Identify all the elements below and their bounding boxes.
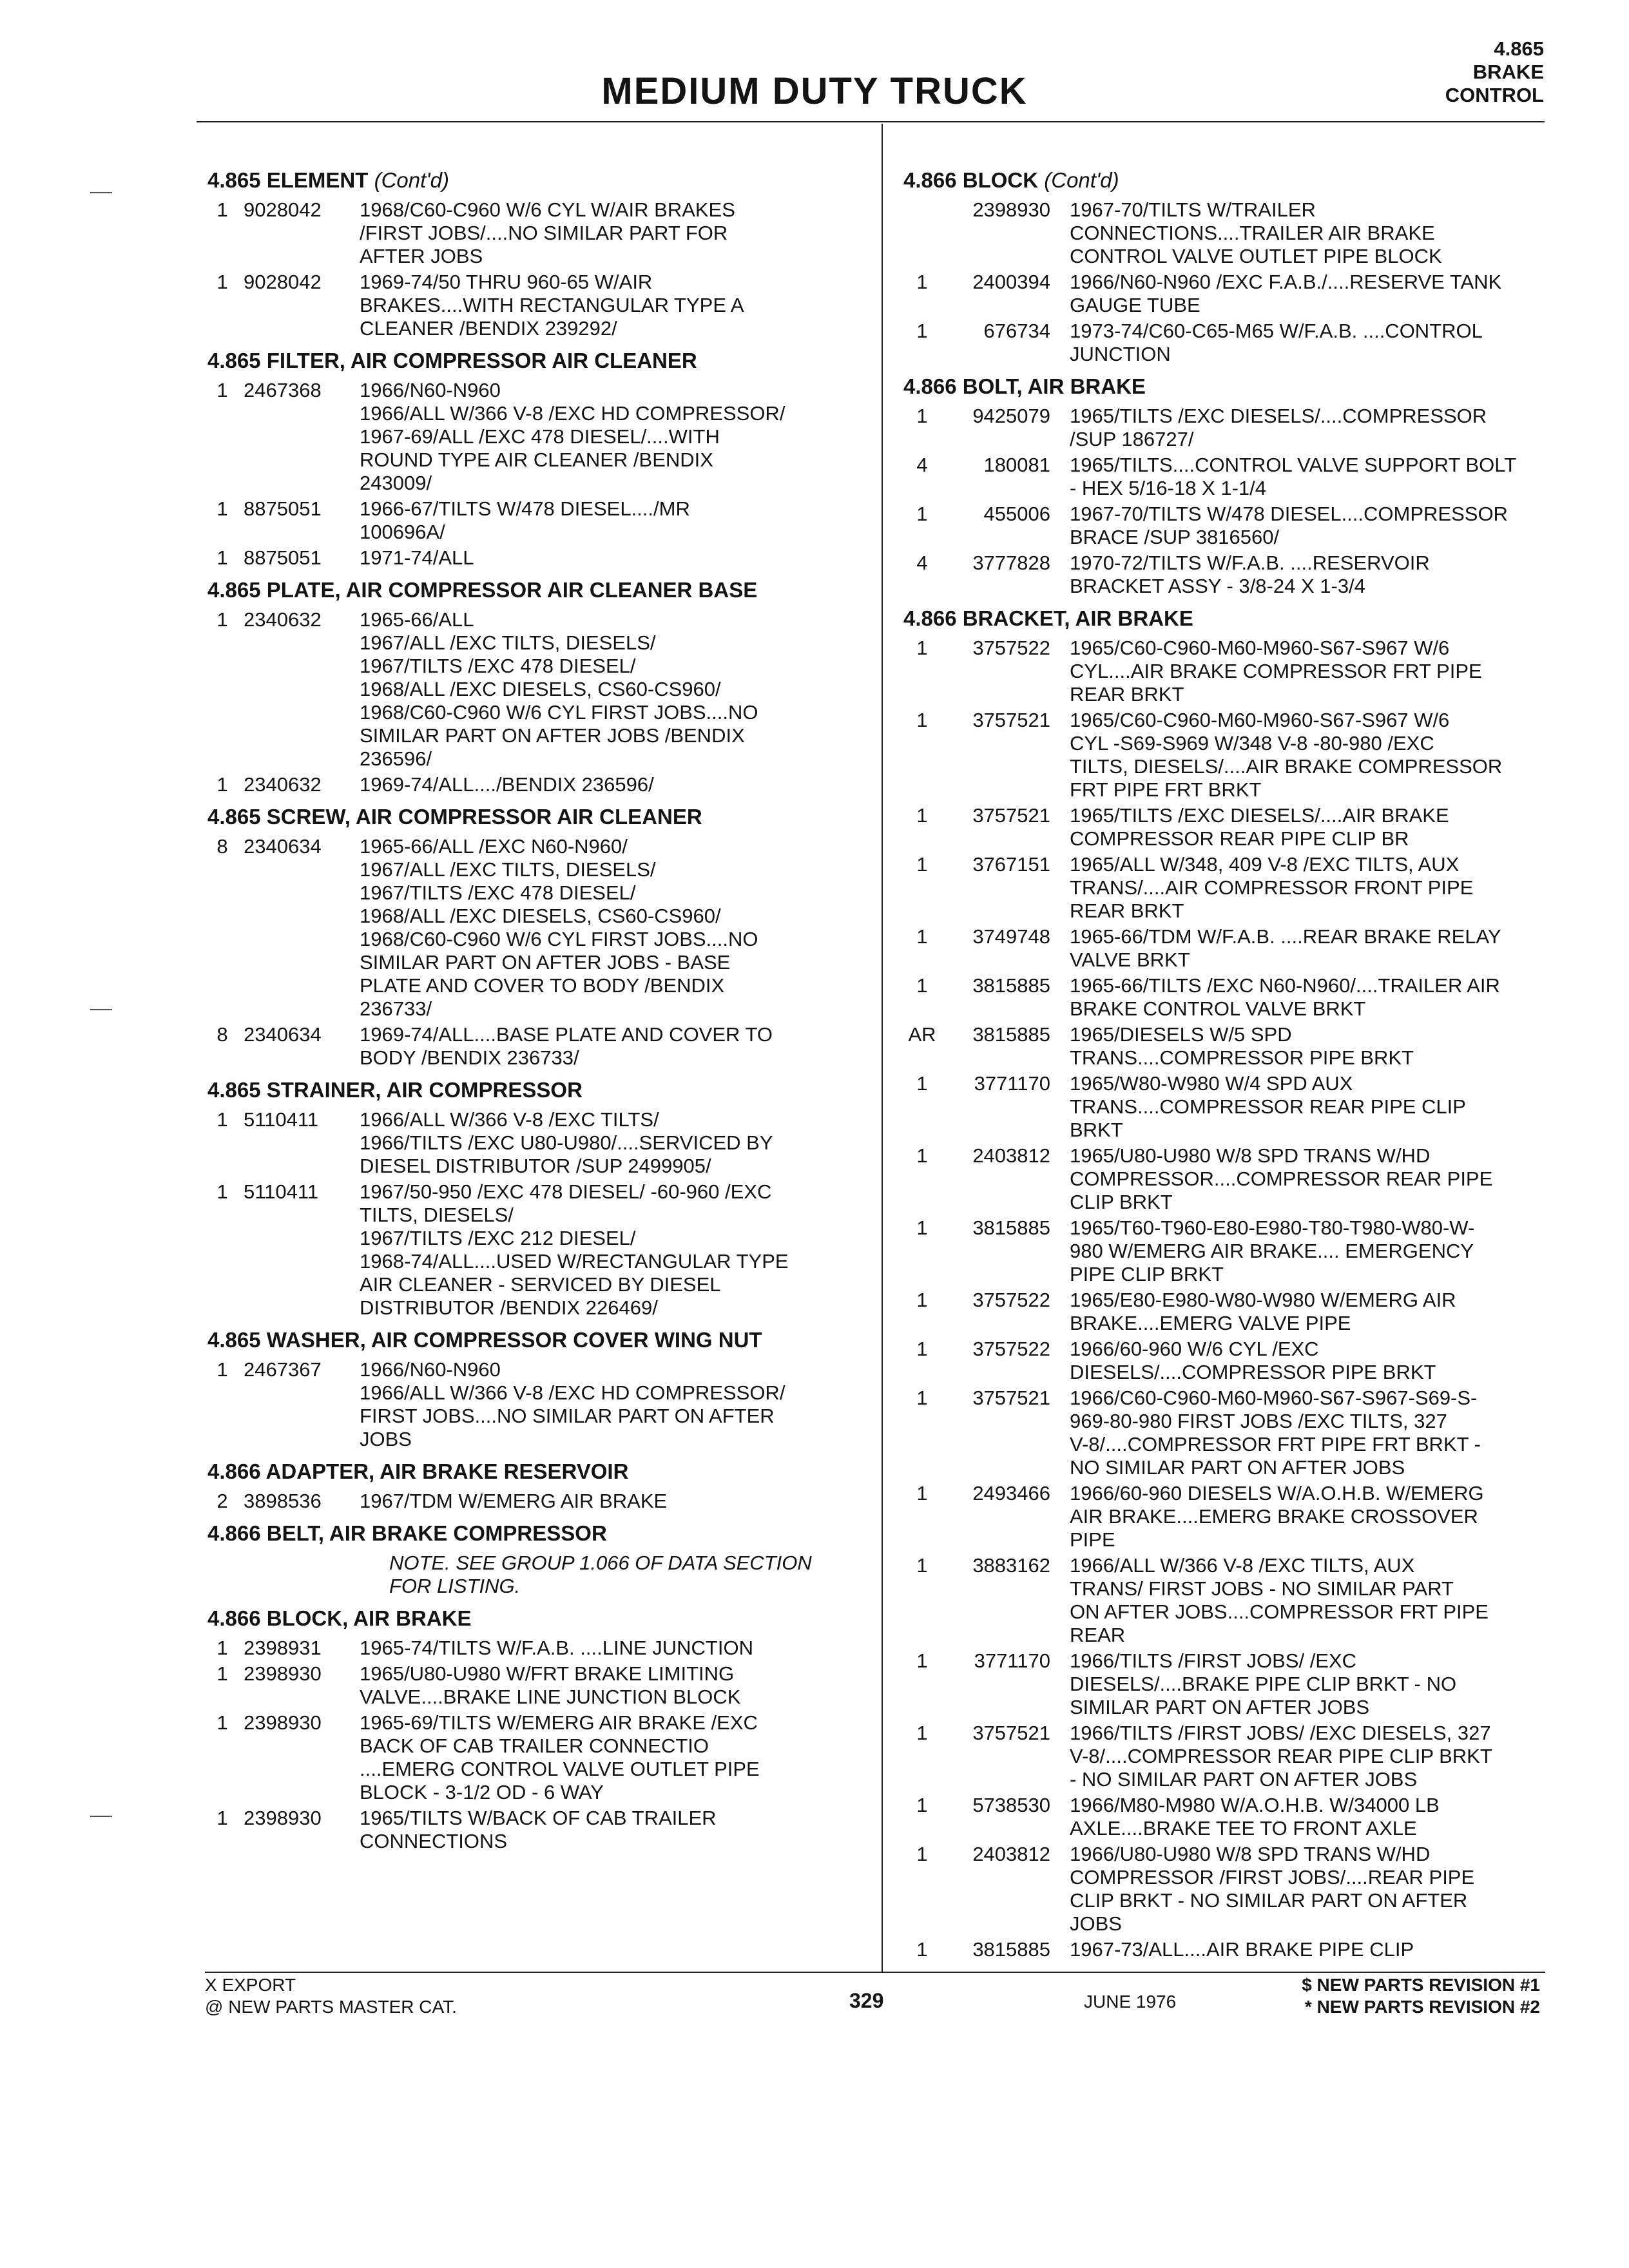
- part-number: 2398930: [244, 1711, 322, 1734]
- part-number: 2403812: [972, 1843, 1050, 1865]
- part-number: 3749748: [972, 925, 1050, 948]
- part-number: 3767151: [972, 853, 1050, 876]
- part-quantity: 4: [916, 454, 928, 476]
- column-divider: [882, 124, 883, 1972]
- part-number: 9028042: [244, 198, 322, 221]
- section-heading-text: 4.866 BLOCK: [903, 168, 1045, 192]
- part-quantity: 1: [217, 608, 228, 631]
- part-entry: [207, 497, 878, 544]
- part-quantity: 1: [217, 1662, 228, 1685]
- section-heading-text: 4.865 PLATE, AIR COMPRESSOR AIR CLEANER BASE: [207, 578, 758, 602]
- part-description: 1965-74/TILTS W/F.A.B. ....LINE JUNCTION: [360, 1637, 753, 1659]
- part-description: 1966-67/TILTS W/478 DIESEL..../MR 100696A/: [360, 497, 690, 543]
- part-description: 1965-66/ALL 1967/ALL /EXC TILTS, DIESELS/ 1967/TILTS /EXC 478 DIESEL/ 1968/ALL /EXC DIESELS, CS60-CS960/ 1968/C60-C960 W/6 CYL FIRST JOBS....NO SIMILAR PART ON AFTER JOBS /BENDIX 236596/: [360, 608, 758, 770]
- part-entry: [207, 1637, 878, 1660]
- section-heading: [207, 1607, 878, 1630]
- part-description: 1969-74/50 THRU 960-65 W/AIR BRAKES....WITH RECTANGULAR TYPE A CLEANER /BENDIX 239292/: [360, 271, 744, 340]
- part-entry: [207, 1711, 878, 1804]
- section-heading: [903, 607, 1561, 630]
- part-number: 2398930: [972, 198, 1050, 221]
- part-number: 2398930: [244, 1662, 322, 1685]
- part-quantity: 1: [916, 405, 928, 427]
- part-entry: [903, 1289, 1561, 1335]
- part-number: 3777828: [972, 552, 1050, 574]
- part-quantity: 1: [916, 1338, 928, 1360]
- part-quantity: 1: [217, 1180, 228, 1203]
- part-entry: [207, 379, 878, 495]
- section-heading-text: 4.865 SCREW, AIR COMPRESSOR AIR CLEANER: [207, 805, 702, 829]
- part-description: 1968/C60-C960 W/6 CYL W/AIR BRAKES /FIRST JOBS/....NO SIMILAR PART FOR AFTER JOBS: [360, 198, 735, 267]
- part-quantity: 1: [217, 1637, 228, 1659]
- part-quantity: 1: [916, 1554, 928, 1577]
- part-entry: [903, 709, 1561, 802]
- section-heading-text: 4.866 BOLT, AIR BRAKE: [903, 374, 1146, 398]
- part-description: 1965/U80-U980 W/8 SPD TRANS W/HD COMPRESSOR....COMPRESSOR REAR PIPE CLIP BRKT: [1070, 1144, 1493, 1213]
- section-heading: [207, 349, 878, 372]
- part-number: 5738530: [972, 1794, 1050, 1816]
- part-entry: [903, 1338, 1561, 1384]
- part-quantity: 1: [916, 1216, 928, 1239]
- part-quantity: 1: [916, 1072, 928, 1095]
- part-description: 1973-74/C60-C65-M65 W/F.A.B. ....CONTROL JUNCTION: [1070, 320, 1483, 365]
- part-description: 1965/TILTS /EXC DIESELS/....COMPRESSOR /SUP 186727/: [1070, 405, 1487, 450]
- part-description: 1966/M80-M980 W/A.O.H.B. W/34000 LB AXLE....BRAKE TEE TO FRONT AXLE: [1070, 1794, 1440, 1840]
- part-description: 1967-70/TILTS W/478 DIESEL....COMPRESSOR BRACE /SUP 3816560/: [1070, 503, 1508, 548]
- section-number: 4.865: [1494, 37, 1544, 60]
- part-entry: [903, 503, 1561, 549]
- part-entry: [903, 853, 1561, 923]
- margin-mark: [90, 1009, 112, 1010]
- section-heading-text: 4.865 STRAINER, AIR COMPRESSOR: [207, 1078, 583, 1102]
- margin-mark: [90, 1816, 112, 1817]
- section-heading-text: 4.866 BRACKET, AIR BRAKE: [903, 606, 1193, 630]
- section-heading-text: 4.865 ELEMENT: [207, 168, 374, 192]
- part-quantity: 1: [217, 1358, 228, 1381]
- part-description: 1965/DIESELS W/5 SPD TRANS....COMPRESSOR PIPE BRKT: [1070, 1023, 1414, 1069]
- part-number: 3898536: [244, 1490, 322, 1512]
- part-quantity: 1: [916, 804, 928, 827]
- part-entry: [903, 1554, 1561, 1647]
- part-entry: [207, 1358, 878, 1451]
- part-quantity: 1: [916, 1843, 928, 1865]
- part-entry: [207, 1180, 878, 1320]
- part-quantity: 1: [916, 1649, 928, 1672]
- part-number: 3757521: [972, 804, 1050, 827]
- part-quantity: 1: [916, 320, 928, 342]
- section-heading-text: 4.866 ADAPTER, AIR BRAKE RESERVOIR: [207, 1459, 629, 1483]
- section-heading: [207, 579, 878, 602]
- part-description: 1966/60-960 DIESELS W/A.O.H.B. W/EMERG AIR BRAKE....EMERG BRAKE CROSSOVER PIPE: [1070, 1482, 1484, 1551]
- part-description: 1967/50-950 /EXC 478 DIESEL/ -60-960 /EXC TILTS, DIESELS/ 1967/TILTS /EXC 212 DIESEL/ 1968-74/ALL....USED W/RECTANGULAR TYPE AIR CLEANER - SERVICED BY DIESEL DISTRIBUTOR /BENDIX 226469/: [360, 1180, 789, 1319]
- part-entry: [903, 1387, 1561, 1479]
- part-number: 3757522: [972, 1289, 1050, 1311]
- part-description: 1965/T60-T960-E80-E980-T80-T980-W80-W- 980 W/EMERG AIR BRAKE.... EMERGENCY PIPE CLIP BRKT: [1070, 1216, 1475, 1285]
- part-number: 2400394: [972, 271, 1050, 293]
- part-quantity: 8: [217, 835, 228, 858]
- section-heading: [207, 1460, 878, 1483]
- part-description: 1966/TILTS /FIRST JOBS/ /EXC DIESELS/....BRAKE PIPE CLIP BRKT - NO SIMILAR PART ON AFTER JOBS: [1070, 1649, 1457, 1718]
- part-number: 2467368: [244, 379, 322, 401]
- part-quantity: 1: [916, 1938, 928, 1961]
- part-description: 1966/TILTS /FIRST JOBS/ /EXC DIESELS, 327 V-8/....COMPRESSOR REAR PIPE CLIP BRKT - NO SIMILAR PART ON AFTER JOBS: [1070, 1722, 1492, 1791]
- part-quantity: 1: [916, 925, 928, 948]
- part-number: 3815885: [972, 1938, 1050, 1961]
- part-description: 1966/ALL W/366 V-8 /EXC TILTS, AUX TRANS/ FIRST JOBS - NO SIMILAR PART ON AFTER JOBS....COMPRESSOR FRT PIPE REAR: [1070, 1554, 1489, 1646]
- part-entry: [207, 271, 878, 340]
- part-number: 3815885: [972, 1023, 1050, 1046]
- page-title: MEDIUM DUTY TRUCK: [601, 70, 1028, 112]
- section-heading: [207, 1079, 878, 1102]
- footer-export: X EXPORT: [205, 1975, 296, 1995]
- continued-label: (Cont'd): [1044, 168, 1119, 192]
- part-entry: [207, 198, 878, 268]
- part-entry: [903, 637, 1561, 706]
- section-line-control: CONTROL: [1445, 84, 1544, 106]
- part-entry: [903, 271, 1561, 317]
- part-quantity: 1: [217, 497, 228, 520]
- part-entry: [903, 552, 1561, 598]
- footer-revision-2: * NEW PARTS REVISION #2: [1304, 1997, 1540, 2017]
- part-description: 1966/N60-N960 1966/ALL W/366 V-8 /EXC HD COMPRESSOR/ 1967-69/ALL /EXC 478 DIESEL/....WITH ROUND TYPE AIR CLEANER /BENDIX 243009/: [360, 379, 786, 494]
- part-quantity: 1: [217, 271, 228, 293]
- part-description: 1967-73/ALL....AIR BRAKE PIPE CLIP: [1070, 1938, 1414, 1961]
- part-description: 1967-70/TILTS W/TRAILER CONNECTIONS....TRAILER AIR BRAKE CONTROL VALVE OUTLET PIPE BLOCK: [1070, 198, 1442, 267]
- part-description: 1965-66/TDM W/F.A.B. ....REAR BRAKE RELAY VALVE BRKT: [1070, 925, 1501, 971]
- part-entry: [207, 1108, 878, 1178]
- part-number: 2340632: [244, 773, 322, 796]
- part-quantity: 1: [916, 853, 928, 876]
- part-entry: [903, 1072, 1561, 1142]
- part-number: 3883162: [972, 1554, 1050, 1577]
- part-entry: [207, 608, 878, 771]
- part-entry: [903, 1938, 1561, 1961]
- part-number: 5110411: [244, 1108, 319, 1131]
- part-quantity: 1: [217, 1108, 228, 1131]
- footer-legend-right: [1302, 1974, 1540, 2018]
- section-heading: [903, 375, 1561, 398]
- part-number: 3771170: [974, 1649, 1050, 1672]
- part-quantity: 1: [217, 198, 228, 221]
- part-entry: [207, 1023, 878, 1070]
- part-number: 9028042: [244, 271, 322, 293]
- part-entry: [903, 1144, 1561, 1214]
- part-number: 3757521: [972, 709, 1050, 731]
- part-number: 3815885: [972, 1216, 1050, 1239]
- part-entry: [903, 925, 1561, 972]
- section-heading: [207, 805, 878, 829]
- footer-revision-1: $ NEW PARTS REVISION #1: [1302, 1975, 1540, 1995]
- part-description: 1966/C60-C960-M60-M960-S67-S967-S69-S- 969-80-980 FIRST JOBS /EXC TILTS, 327 V-8/....COMPRESSOR FRT PIPE FRT BRKT - NO SIMILAR PART ON AFTER JOBS: [1070, 1387, 1481, 1479]
- part-number: 676734: [983, 320, 1050, 342]
- part-number: 5110411: [244, 1180, 319, 1203]
- part-description: 1966/ALL W/366 V-8 /EXC TILTS/ 1966/TILTS /EXC U80-U980/....SERVICED BY DIESEL DISTRIBUTOR /SUP 2499905/: [360, 1108, 773, 1177]
- part-quantity: 1: [217, 773, 228, 796]
- part-entry: [903, 1023, 1561, 1070]
- part-entry: [207, 835, 878, 1021]
- part-quantity: 1: [916, 637, 928, 659]
- section-line-brake: BRAKE: [1472, 61, 1544, 83]
- part-entry: [903, 405, 1561, 451]
- header-rule: [197, 121, 1545, 122]
- margin-mark: [90, 192, 112, 193]
- footer-date: JUNE 1976: [1084, 1992, 1177, 2012]
- part-number: 8875051: [244, 546, 322, 569]
- part-quantity: 1: [916, 271, 928, 293]
- part-description: 1969-74/ALL....BASE PLATE AND COVER TO BODY /BENDIX 236733/: [360, 1023, 773, 1069]
- part-description: 1965/W80-W980 W/4 SPD AUX TRANS....COMPRESSOR REAR PIPE CLIP BRKT: [1070, 1072, 1466, 1141]
- page-number: 329: [849, 1989, 884, 2012]
- part-description: 1966/U80-U980 W/8 SPD TRANS W/HD COMPRESSOR /FIRST JOBS/....REAR PIPE CLIP BRKT - NO SIMILAR PART ON AFTER JOBS: [1070, 1843, 1475, 1935]
- part-quantity: 1: [916, 1482, 928, 1504]
- part-quantity: 1: [217, 379, 228, 401]
- part-number: 180081: [983, 454, 1050, 476]
- section-heading-text: 4.865 FILTER, AIR COMPRESSOR AIR CLEANER: [207, 349, 697, 372]
- part-description: 1965/C60-C960-M60-M960-S67-S967 W/6 CYL....AIR BRAKE COMPRESSOR FRT PIPE REAR BRKT: [1070, 637, 1482, 706]
- part-number: 3757522: [972, 637, 1050, 659]
- part-entry: [207, 773, 878, 796]
- part-number: 2403812: [972, 1144, 1050, 1167]
- part-entry: [903, 1482, 1561, 1552]
- continued-label: (Cont'd): [374, 168, 449, 192]
- part-description: 1965-69/TILTS W/EMERG AIR BRAKE /EXC BACK OF CAB TRAILER CONNECTIO ....EMERG CONTROL VALVE OUTLET PIPE BLOCK - 3-1/2 OD - 6 WAY: [360, 1711, 760, 1803]
- part-quantity: 1: [217, 1711, 228, 1734]
- part-quantity: 1: [916, 974, 928, 997]
- part-description: 1965/U80-U980 W/FRT BRAKE LIMITING VALVE....BRAKE LINE JUNCTION BLOCK: [360, 1662, 741, 1708]
- part-quantity: 8: [217, 1023, 228, 1046]
- part-description: 1965/TILTS /EXC DIESELS/....AIR BRAKE COMPRESSOR REAR PIPE CLIP BR: [1070, 804, 1449, 850]
- part-quantity: 1: [916, 1144, 928, 1167]
- part-entry: [903, 1649, 1561, 1719]
- part-number: 3757521: [972, 1722, 1050, 1744]
- part-quantity: 1: [916, 1722, 928, 1744]
- right-column: [903, 160, 1561, 1964]
- part-description: 1966/60-960 W/6 CYL /EXC DIESELS/....COMPRESSOR PIPE BRKT: [1070, 1338, 1436, 1383]
- part-entry: [903, 1722, 1561, 1791]
- part-entry: [903, 974, 1561, 1021]
- part-number: 3757522: [972, 1338, 1050, 1360]
- part-number: 2398931: [244, 1637, 322, 1659]
- part-number: 2340632: [244, 608, 322, 631]
- part-description: 1965/E80-E980-W80-W980 W/EMERG AIR BRAKE....EMERG VALVE PIPE: [1070, 1289, 1456, 1334]
- part-number: 2340634: [244, 1023, 322, 1046]
- part-description: 1971-74/ALL: [360, 546, 474, 569]
- part-number: 2493466: [972, 1482, 1050, 1504]
- footer-legend-left: [205, 1974, 457, 2018]
- part-description: 1966/N60-N960 /EXC F.A.B./....RESERVE TANK GAUGE TUBE: [1070, 271, 1502, 316]
- footer-rule: [205, 1972, 1545, 1973]
- part-entry: [207, 1490, 878, 1513]
- part-number: 2340634: [244, 835, 322, 858]
- part-description: 1967/TDM W/EMERG AIR BRAKE: [360, 1490, 668, 1512]
- part-quantity: 1: [916, 1794, 928, 1816]
- part-quantity: 1: [916, 1289, 928, 1311]
- part-number: 3771170: [974, 1072, 1050, 1095]
- part-entry: [903, 1843, 1561, 1936]
- part-quantity: 1: [916, 709, 928, 731]
- part-number: 2467367: [244, 1358, 322, 1381]
- part-description: 1966/N60-N960 1966/ALL W/366 V-8 /EXC HD COMPRESSOR/ FIRST JOBS....NO SIMILAR PART ON AFTER JOBS: [360, 1358, 786, 1450]
- part-quantity: 1: [217, 1807, 228, 1829]
- footer-master: @ NEW PARTS MASTER CAT.: [205, 1997, 457, 2017]
- section-heading-text: 4.866 BELT, AIR BRAKE COMPRESSOR: [207, 1521, 607, 1545]
- part-number: 2398930: [244, 1807, 322, 1829]
- part-entry: [903, 320, 1561, 366]
- part-entry: [903, 454, 1561, 500]
- part-description: 1965/ALL W/348, 409 V-8 /EXC TILTS, AUX TRANS/....AIR COMPRESSOR FRONT PIPE REAR BRKT: [1070, 853, 1474, 922]
- part-entry: [207, 546, 878, 570]
- part-number: 455006: [983, 503, 1050, 525]
- part-entry: [903, 1216, 1561, 1286]
- section-heading-text: 4.865 WASHER, AIR COMPRESSOR COVER WING NUT: [207, 1328, 762, 1352]
- section-heading: [207, 169, 878, 192]
- section-heading-text: 4.866 BLOCK, AIR BRAKE: [207, 1606, 472, 1630]
- part-description: 1965/TILTS W/BACK OF CAB TRAILER CONNECTIONS: [360, 1807, 717, 1852]
- section-heading: [207, 1522, 878, 1545]
- part-number: 3815885: [972, 974, 1050, 997]
- part-entry: [903, 804, 1561, 850]
- part-quantity: 2: [217, 1490, 228, 1512]
- section-heading: [207, 1329, 878, 1352]
- part-entry: [903, 198, 1561, 268]
- section-note: NOTE. SEE GROUP 1.066 OF DATA SECTION FOR LISTING.: [389, 1552, 812, 1597]
- part-description: 1965-66/ALL /EXC N60-N960/ 1967/ALL /EXC TILTS, DIESELS/ 1967/TILTS /EXC 478 DIESEL/ 1968/ALL /EXC DIESELS, CS60-CS960/ 1968/C60-C960 W/6 CYL FIRST JOBS....NO SIMILAR PART ON AFTER JOBS - BASE PLATE AND COVER TO BODY /BENDIX 236733/: [360, 835, 758, 1020]
- part-quantity: 1: [916, 503, 928, 525]
- section-label: [1445, 37, 1544, 107]
- part-quantity: 4: [916, 552, 928, 574]
- part-description: 1965/C60-C960-M60-M960-S67-S967 W/6 CYL -S69-S969 W/348 V-8 -80-980 /EXC TILTS, DIESELS/....AIR BRAKE COMPRESSOR FRT PIPE FRT BRKT: [1070, 709, 1503, 801]
- part-number: 8875051: [244, 497, 322, 520]
- part-description: 1965/TILTS....CONTROL VALVE SUPPORT BOLT - HEX 5/16-18 X 1-1/4: [1070, 454, 1517, 499]
- part-description: 1970-72/TILTS W/F.A.B. ....RESERVOIR BRACKET ASSY - 3/8-24 X 1-3/4: [1070, 552, 1430, 597]
- part-quantity: AR: [908, 1023, 936, 1046]
- part-entry: [207, 1662, 878, 1709]
- part-entry: [207, 1807, 878, 1853]
- section-heading: [903, 169, 1561, 192]
- part-description: 1965-66/TILTS /EXC N60-N960/....TRAILER AIR BRAKE CONTROL VALVE BRKT: [1070, 974, 1500, 1020]
- part-number: 9425079: [972, 405, 1050, 427]
- part-quantity: 1: [217, 546, 228, 569]
- part-number: 3757521: [972, 1387, 1050, 1409]
- part-entry: [903, 1794, 1561, 1840]
- part-description: 1969-74/ALL..../BENDIX 236596/: [360, 773, 654, 796]
- part-quantity: 1: [916, 1387, 928, 1409]
- left-column: [207, 160, 878, 1856]
